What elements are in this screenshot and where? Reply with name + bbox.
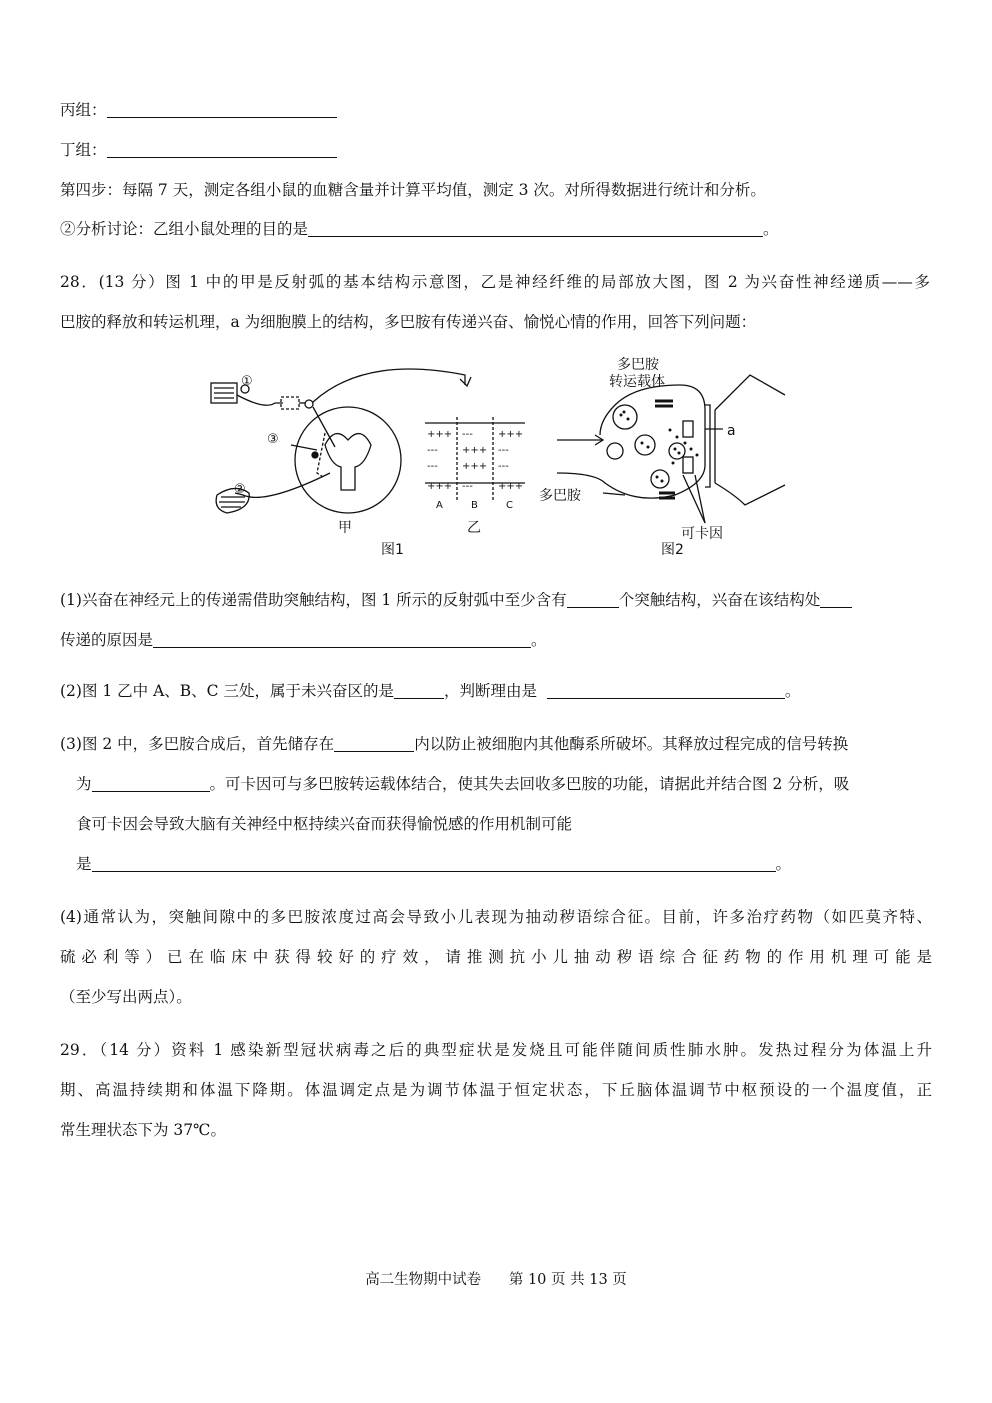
answer-blank[interactable] xyxy=(394,682,444,699)
q28-p2-text-b: ，判断理由是 xyxy=(443,682,537,700)
discussion-text: ②分析讨论：乙组小鼠处理的目的是 xyxy=(60,220,309,238)
label-2: ② xyxy=(234,482,246,497)
figure-reflex-arc-and-synapse xyxy=(205,355,805,565)
q28-stem-line-2: 巴胺的释放和转运机理，a 为细胞膜上的结构，多巴胺有传递兴奋、愉悦心情的作用，回答下列问题： xyxy=(60,313,757,331)
label-c-region: C xyxy=(506,500,513,511)
q28-p3-line-2 xyxy=(76,774,849,794)
q28-p2-text-a: (2)图 1 乙中 A、B、C 三处，属于未兴奋区的是 xyxy=(60,682,394,700)
q28-p2-line xyxy=(60,681,800,701)
label-3: ③ xyxy=(267,432,279,447)
label-1: ① xyxy=(241,374,253,389)
label-jia: 甲 xyxy=(338,520,352,536)
charge-plus: +++ xyxy=(498,429,524,440)
label-yi: 乙 xyxy=(467,520,481,536)
answer-blank[interactable] xyxy=(820,591,852,608)
label-a: a xyxy=(727,423,736,439)
label-a-region: A xyxy=(436,500,443,511)
figure-svg xyxy=(205,355,805,565)
charge-minus: --- xyxy=(498,461,509,472)
answer-blank[interactable] xyxy=(567,591,619,608)
answer-blank[interactable] xyxy=(153,631,531,648)
charge-minus: --- xyxy=(427,445,438,456)
answer-blank[interactable] xyxy=(547,682,785,699)
label-dopamine-carrier-line1: 多巴胺 xyxy=(617,357,659,373)
footer-page-number: 第 10 页 共 13 页 xyxy=(508,1272,627,1288)
q28-p3-text-b: 内以防止被细胞内其他酶系所破坏。其释放过程完成的信号转换 xyxy=(414,735,849,753)
q28-p3-line-3: 食可卡因会导致大脑有关神经中枢持续兴奋而获得愉悦感的作用机制可能 xyxy=(76,815,573,833)
answer-blank[interactable] xyxy=(308,220,763,237)
answer-blank[interactable] xyxy=(92,855,776,872)
page-footer xyxy=(0,1268,992,1289)
charge-minus: --- xyxy=(462,429,473,440)
arrow-to-yi xyxy=(313,369,465,402)
label-dopamine: 多巴胺 xyxy=(539,488,581,504)
charge-minus: --- xyxy=(462,481,473,492)
ganglion xyxy=(305,400,313,408)
q28-stem-line-1: 28．(13 分）图 1 中的甲是反射弧的基本结构示意图，乙是神经纤维的局部放大图，图 2 为兴奋性神经递质——多 xyxy=(60,273,930,291)
answer-blank[interactable] xyxy=(334,735,414,752)
charge-plus: +++ xyxy=(498,481,524,492)
answer-blank[interactable] xyxy=(92,775,210,792)
group-bing-label: 丙组： xyxy=(60,101,107,119)
q28-p4-line-2: 硫必利等）已在临床中获得较好的疗效，请推测抗小儿抽动秽语综合征药物的作用机理可能是 xyxy=(60,948,932,966)
period: 。 xyxy=(531,631,547,649)
charge-minus: --- xyxy=(498,445,509,456)
group-ding-label: 丁组： xyxy=(60,141,107,159)
charge-plus: +++ xyxy=(427,481,453,492)
label-dopamine-carrier-line2: 转运载体 xyxy=(609,374,665,390)
charge-plus: +++ xyxy=(462,445,488,456)
q29-line-1: 29．（14 分）资料 1 感染新型冠状病毒之后的典型症状是发烧且可能伴随间质性肺水肿。发热过程分为体温上升 xyxy=(60,1041,932,1059)
q28-p1-line-1 xyxy=(60,590,852,610)
q28-p4-line-1: (4)通常认为，突触间隙中的多巴胺浓度过高会导致小儿表现为抽动秽语综合征。目前，许多治疗药物（如匹莫齐特、 xyxy=(60,908,932,926)
answer-blank[interactable] xyxy=(107,101,337,118)
q28-p3-line-4 xyxy=(76,854,791,874)
label-cocaine: 可卡因 xyxy=(681,526,723,542)
answer-blank[interactable] xyxy=(107,141,337,158)
q28-p3-text-a: (3)图 2 中，多巴胺合成后，首先储存在 xyxy=(60,735,335,753)
period: 。 xyxy=(775,855,792,873)
charge-plus: +++ xyxy=(427,429,453,440)
group-ding-line xyxy=(60,140,337,160)
q28-p1-text-c: 传递的原因是 xyxy=(60,631,154,649)
q28-p3-text-f: 是 xyxy=(76,855,92,873)
q29-line-2: 期、高温持续期和体温下降期。体温调定点是为调节体温于恒定状态，下丘脑体温调节中枢预设的一个温度值，正 xyxy=(60,1081,932,1099)
q28-p4-line-3: （至少写出两点）。 xyxy=(60,988,192,1006)
q28-p3-text-c: 为 xyxy=(76,775,92,793)
dashed-box xyxy=(281,397,299,409)
footer-title: 高二生物期中试卷 xyxy=(365,1272,482,1288)
q29-line-3: 常生理状态下为 37℃。 xyxy=(60,1121,226,1139)
charge-plus: +++ xyxy=(462,461,488,472)
discussion-line xyxy=(60,219,779,239)
q28-p3-text-d: 。可卡因可与多巴胺转运载体结合，使其失去回收多巴胺的功能，请据此并结合图 2 分析，吸 xyxy=(209,775,850,793)
spinal-cord xyxy=(295,407,401,513)
figure-2-caption: 图2 xyxy=(661,542,684,558)
label-b-region: B xyxy=(471,500,478,511)
period: 。 xyxy=(763,220,779,238)
synapse-diagram xyxy=(557,375,785,523)
q28-p1-text-b: 个突触结构，兴奋在该结构处 xyxy=(618,591,821,609)
period: 。 xyxy=(784,682,801,700)
figure-1-caption: 图1 xyxy=(381,542,404,558)
step4-text: 第四步：每隔 7 天，测定各组小鼠的血糖含量并计算平均值，测定 3 次。对所得数据进行统计和分析。 xyxy=(60,181,766,199)
charge-minus: --- xyxy=(427,461,438,472)
q28-p3-line-1 xyxy=(60,734,848,754)
q28-p1-text-a: (1)兴奋在神经元上的传递需借助突触结构，图 1 所示的反射弧中至少含有 xyxy=(60,591,567,609)
q28-p1-line-2 xyxy=(60,630,547,650)
group-bing-line xyxy=(60,100,337,120)
